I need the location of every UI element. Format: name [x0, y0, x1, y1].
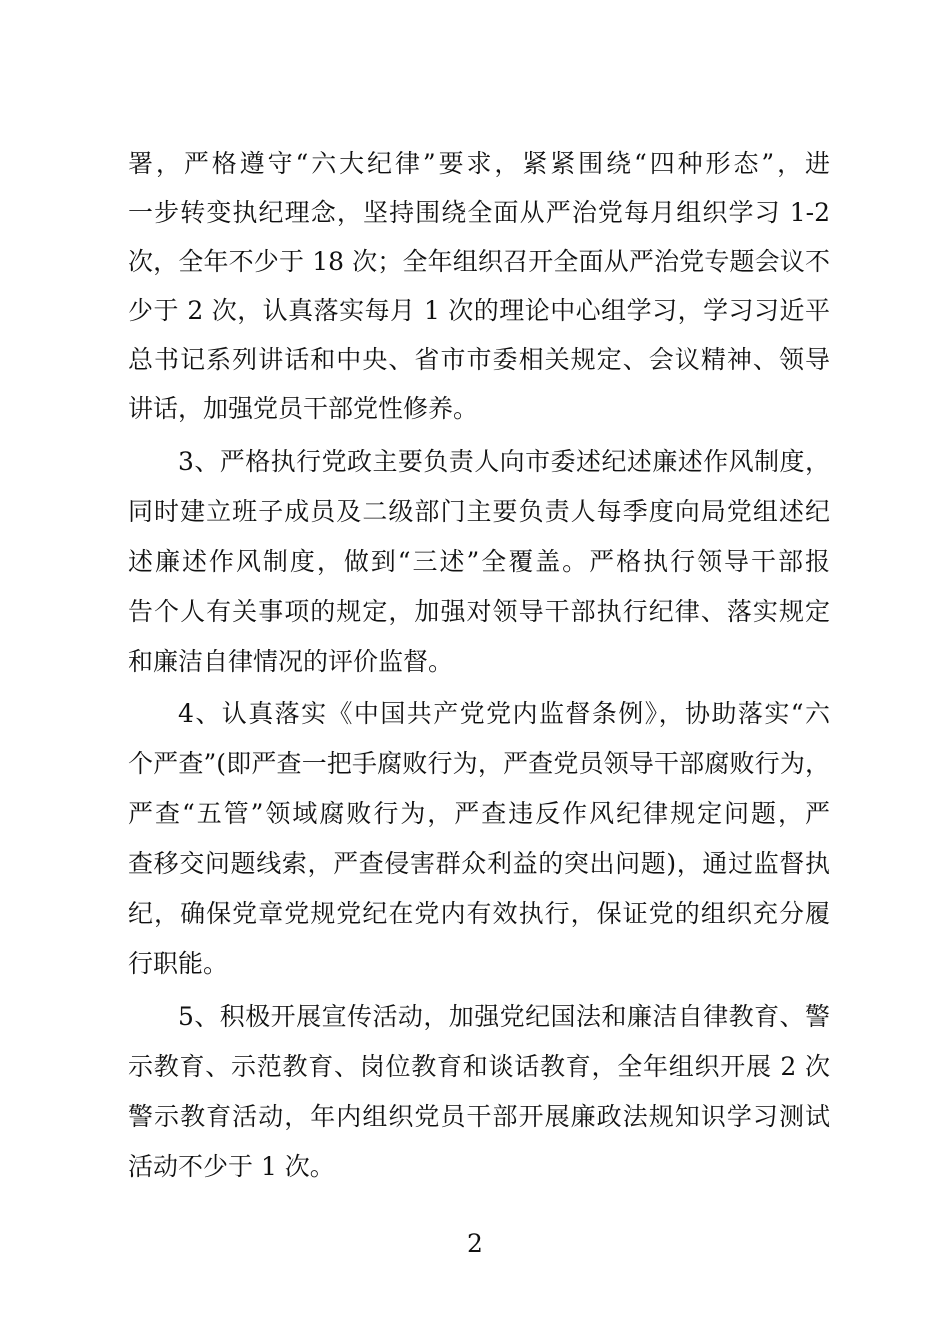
- paragraph-5-first-line: 5、积极开展宣传活动，加强党纪国法和廉洁自律教育、警: [178, 1002, 830, 1031]
- text-line: 查移交问题线索，严查侵害群众利益的突出问题)，通过监督执: [128, 849, 830, 878]
- text-line: 总书记系列讲话和中央、省市市委相关规定、会议精神、领导: [128, 345, 830, 374]
- text-line: 纪，确保党章党规党纪在党内有效执行，保证党的组织充分履: [128, 899, 830, 928]
- text-line: 述廉述作风制度，做到“三述”全覆盖。严格执行领导干部报: [128, 547, 830, 576]
- text-line: 一步转变执纪理念，坚持围绕全面从严治党每月组织学习 1-2: [128, 198, 830, 227]
- text-line: 活动不少于 1 次。: [128, 1152, 335, 1181]
- text-line: 行职能。: [128, 949, 229, 978]
- text-line: 少于 2 次，认真落实每月 1 次的理论中心组学习，学习习近平: [128, 296, 830, 325]
- paragraph-3-first-line: 3、严格执行党政主要负责人向市委述纪述廉述作风制度，: [178, 447, 830, 476]
- text-line: 告个人有关事项的规定，加强对领导干部执行纪律、落实规定: [128, 597, 830, 626]
- text-line: 和廉洁自律情况的评价监督。: [128, 647, 454, 676]
- text-line: 署，严格遵守“六大纪律”要求，紧紧围绕“四种形态”，进: [128, 149, 830, 178]
- text-line: 警示教育活动，年内组织党员干部开展廉政法规知识学习测试: [128, 1102, 830, 1131]
- text-line: 示教育、示范教育、岗位教育和谈话教育，全年组织开展 2 次: [128, 1052, 830, 1081]
- text-line: 严查“五管”领域腐败行为，严查违反作风纪律规定问题，严: [128, 799, 830, 828]
- text-line: 同时建立班子成员及二级部门主要负责人每季度向局党组述纪: [128, 497, 830, 526]
- text-line: 讲话，加强党员干部党性修养。: [128, 394, 479, 423]
- text-line: 个严查”(即严查一把手腐败行为，严查党员领导干部腐败行为，: [128, 749, 830, 778]
- paragraph-4-first-line: 4、认真落实《中国共产党党内监督条例》，协助落实“六: [178, 699, 830, 728]
- text-line: 次，全年不少于 18 次；全年组织召开全面从严治党专题会议不: [128, 247, 830, 276]
- page-number: 2: [467, 1229, 483, 1258]
